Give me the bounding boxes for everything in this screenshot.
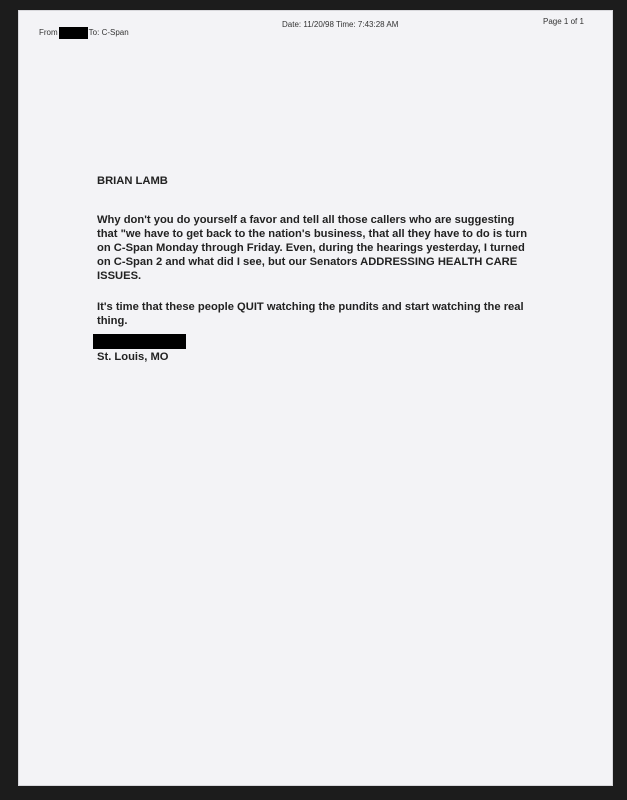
page-number: Page 1 of 1: [543, 17, 584, 26]
redaction-box: [59, 27, 88, 39]
to-label: To: C-Span: [88, 28, 129, 38]
letter-paragraph-1: Why don't you do yourself a favor and tell all those callers who are suggesting that "we have to get back to the nation's business, that all they have to do is turn on C-Span Monday through Friday. Even, during the hearings yesterday, I turned on C-Span 2 and what did I see, but our Senators ADDRESSING HEALTH CARE ISSUES.: [97, 214, 528, 282]
signature-redaction: [93, 334, 186, 349]
fax-from-line: [39, 27, 129, 39]
sender-location: St. Louis, MO: [97, 351, 169, 363]
letter-paragraph-2: It's time that these people QUIT watching the pundits and start watching the real thing.: [97, 301, 524, 327]
salutation: BRIAN LAMB: [97, 175, 168, 187]
fax-date-time: Date: 11/20/98 Time: 7:43:28 AM: [282, 20, 399, 29]
document-page: [18, 10, 613, 786]
from-label: From: [39, 28, 58, 38]
